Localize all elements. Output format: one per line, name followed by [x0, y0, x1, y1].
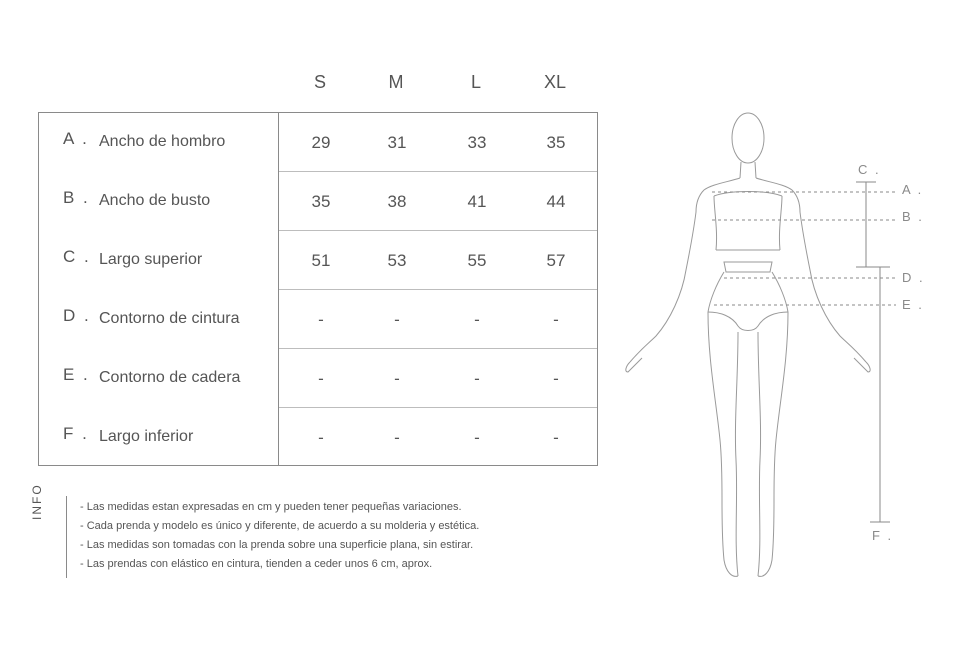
cell-m: 38 — [387, 192, 407, 211]
cell-s: 35 — [311, 192, 331, 211]
row-label: Ancho de hombro — [99, 133, 226, 150]
cell-xl: - — [553, 310, 559, 329]
table-row — [39, 113, 597, 172]
figure-label-b: B . — [902, 209, 924, 224]
cell-s: - — [318, 310, 324, 329]
row-letter: F . — [63, 424, 89, 443]
cell-m: - — [394, 369, 400, 388]
figure-right-leg — [758, 312, 788, 576]
table-row — [39, 290, 597, 349]
cell-xl: 57 — [546, 251, 566, 270]
size-header-s: S — [313, 72, 326, 92]
cell-xl: 44 — [546, 192, 566, 211]
info-divider — [66, 496, 67, 578]
figure-label-c: C . — [858, 162, 881, 177]
row-letter: A . — [63, 129, 89, 148]
cell-xl: - — [553, 369, 559, 388]
figure-label-a: A . — [902, 182, 924, 197]
figure-head — [732, 113, 764, 163]
info-note: - Las prendas con elástico en cintura, tienden a ceder unos 6 cm, aprox. — [80, 558, 433, 570]
figure-top — [714, 192, 782, 251]
row-letter: C . — [63, 247, 91, 266]
figure-underwear — [708, 312, 788, 331]
size-table — [38, 112, 598, 466]
figure-torso — [630, 178, 866, 362]
info-note: - Cada prenda y modelo es único y diferente, de acuerdo a su molderia y estética. — [80, 520, 480, 532]
cell-l: - — [474, 310, 480, 329]
body-measurement-figure — [620, 100, 925, 585]
cell-l: - — [474, 369, 480, 388]
cell-l: 55 — [467, 251, 487, 270]
size-header-xl: XL — [543, 72, 567, 92]
cell-xl: - — [553, 428, 559, 447]
table-row — [39, 349, 597, 408]
row-label: Largo inferior — [99, 428, 194, 445]
row-letter: E . — [63, 365, 90, 384]
row-label: Contorno de cadera — [99, 369, 241, 386]
cell-s: - — [318, 369, 324, 388]
row-label: Contorno de cintura — [99, 310, 240, 327]
info-label: INFO — [30, 483, 44, 520]
cell-l: 33 — [467, 133, 487, 152]
cell-s: 29 — [311, 133, 331, 152]
figure-left-leg — [708, 312, 738, 576]
figure-left-hand — [626, 358, 642, 372]
info-note: - Las medidas son tomadas con la prenda sobre una superficie plana, sin estirar. — [80, 539, 474, 551]
figure-neck — [740, 162, 756, 178]
table-row — [39, 408, 597, 467]
cell-l: - — [474, 428, 480, 447]
row-label: Largo superior — [99, 251, 203, 268]
row-letter: B . — [63, 188, 90, 207]
figure-right-hand — [854, 358, 870, 372]
cell-m: - — [394, 310, 400, 329]
cell-m: 53 — [387, 251, 407, 270]
figure-waist — [724, 262, 772, 272]
row-label: Ancho de busto — [99, 192, 211, 209]
table-row — [39, 172, 597, 231]
cell-s: - — [318, 428, 324, 447]
cell-xl: 35 — [546, 133, 566, 152]
cell-s: 51 — [311, 251, 331, 270]
figure-label-d: D . — [902, 270, 925, 285]
cell-m: - — [394, 428, 400, 447]
info-note: - Las medidas estan expresadas en cm y pueden tener pequeñas variaciones. — [80, 501, 462, 513]
size-header-l: L — [470, 72, 481, 92]
cell-m: 31 — [387, 133, 407, 152]
table-row — [39, 231, 597, 290]
figure-label-f: F . — [872, 528, 894, 543]
cell-l: 41 — [467, 192, 487, 211]
size-header-m: M — [388, 72, 404, 92]
row-letter: D . — [63, 306, 91, 325]
info-notes — [80, 498, 479, 574]
figure-label-e: E . — [902, 297, 924, 312]
